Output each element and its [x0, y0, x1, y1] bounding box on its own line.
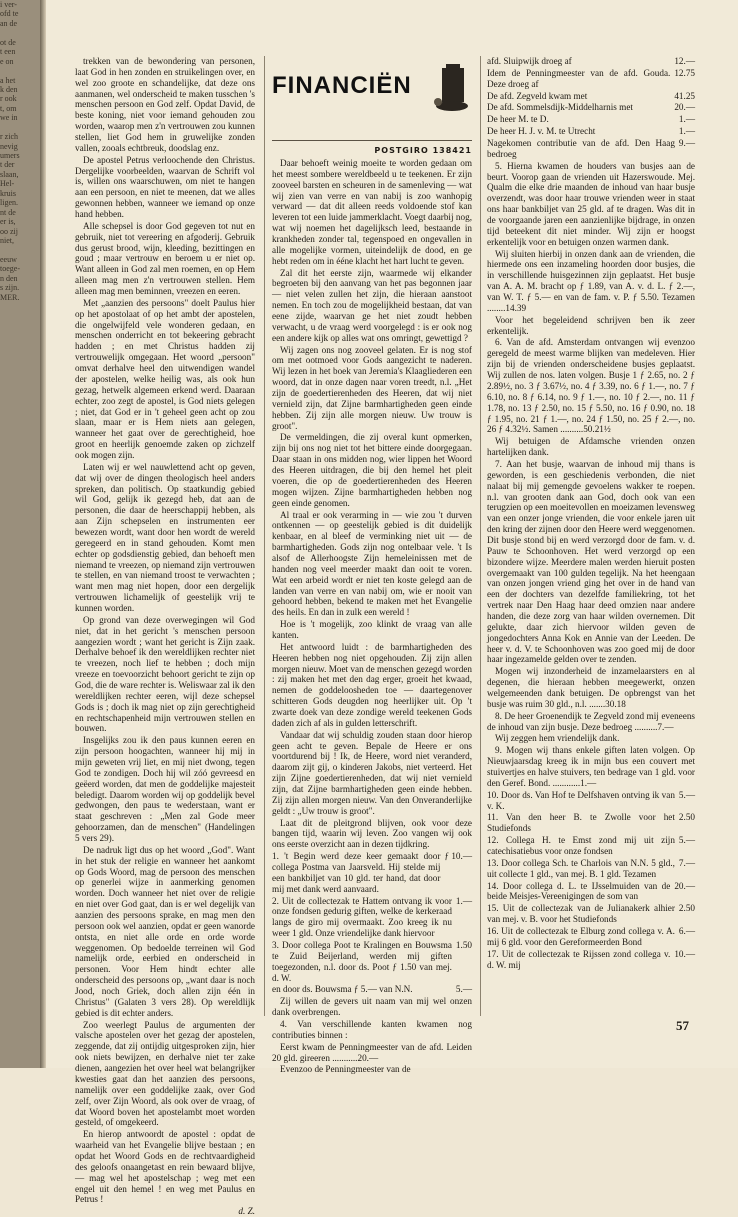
fragment-line: nt de	[0, 207, 16, 217]
article-paragraph: Wij betuigen de Afdamsche vrienden onzen hartelijken dank.	[487, 436, 695, 458]
ledger-entry-amount: 5.—	[455, 984, 472, 995]
ledger-entry-text: 11. Van den heer B. te Zwolle voor het Studiefonds	[487, 812, 675, 834]
article-paragraph: Hoe is 't mogelijk, zoo klinkt de vraag van alle kanten.	[272, 619, 472, 640]
article-paragraph: Al traal er ook verarming in — wie zou 't durven ontkennen — op geestelijk gebied is dit duidelijk kenbaar, en al bleef de verminking niet uit — de barmhartigheden. Gods zijn nog ontelbaar vele. 't Is alsof de Allerhoogste Zijn hemeleinissen met de handen nog veel meerder maakt dan ooit te voren. Wat een arbeid wordt er niet ten koste gelegd aan de landen van verre en van nabij om, wie er nooit van gehoord hebben, bekend te maken met het Evangelie des heils. En dan in zulk een wereld !	[272, 509, 472, 618]
ledger-entry-amount: 6.—	[678, 926, 695, 937]
ledger-entry	[487, 102, 695, 113]
postgiro-number: POSTGIRO 138421	[374, 146, 472, 155]
fragment-line	[0, 123, 46, 132]
ledger-entry-amount: 20.—	[674, 102, 695, 113]
fragment-line	[0, 245, 46, 254]
article-paragraph: Met „aanzien des persoons" doelt Paulus hier op het apostolaat of op het ambt der apostelen, die ongelwijfeld vele wonderen gedaan, en menschen onderricht en tot bekeering gebracht hadden ; en met Christus hadden zij vertrouwelijk omgegaan. Het woord „persoon" omvat derhalve heel den uitwendigen wandel der apostelen, welke heilig was, als ook hun gezag, hetwelk algemeen erkend werd. Daaraan echter, zoo zegt de apostel, is God niets gelegen ; niet, dat God er in 't geheel geen acht op zou slaan, maar er is Hem niets aan gelegen, wanneer het gaat over de gerechtigheid, hoe groot en heerlijk genoemde zaken op zichzelf ook mogen zijn.	[75, 297, 255, 460]
ledger-entry-amount: 2.50	[678, 903, 695, 914]
ledger-entry	[487, 138, 695, 160]
article-paragraph: Evenzoo de Penningmeester van de	[280, 1064, 411, 1075]
article-paragraph: Zal dit het eerste zijn, waarmede wij elkander begroeten bij den aanvang van het pas begonnen jaar — niet velen zullen het zijn, die hieraan aanstoot nemen. En toch zou de mogelijkheid bestaan, dat van eene zijde, waarvan ge het niet zoudt hebben verwacht, u de vraag werd voorgelegd : is er ook nog een andere kijk op alles wat ons omringt, gewettigd ?	[272, 267, 472, 343]
fragment-line: a het	[0, 75, 16, 85]
ledger-entry-amount: 1.—	[678, 114, 695, 125]
page-number: 57	[676, 1018, 689, 1033]
ledger-entry-amount: 5.—	[678, 789, 695, 800]
ledger-entry	[487, 91, 695, 102]
ledger-entry-text: De heer M. te D.	[487, 114, 549, 125]
ledger-entry	[487, 858, 695, 880]
ledger-entry-text: en door ds. Bouwsma ƒ 5.— van N.N.	[272, 984, 413, 995]
ledger-entry-amount: 9.—	[678, 138, 695, 149]
ledger-entry	[487, 56, 695, 67]
fragment-line	[0, 66, 46, 75]
article-column-2	[272, 158, 472, 1075]
ledger-entry-text: 12. Collega H. te Emst zond mij uit zijn catechisatiebus voor onze fondsen	[487, 835, 675, 857]
fragment-line: er is,	[0, 217, 16, 227]
fragment-line: slaan,	[0, 169, 19, 179]
fragment-line: s zijn.	[0, 283, 20, 293]
article-column-1	[75, 56, 255, 1217]
ledger-entry-amount: 1.—	[455, 895, 472, 906]
fragment-line: nevig	[0, 141, 18, 151]
ledger-entry	[272, 896, 472, 939]
fragment-line: e on	[0, 56, 14, 66]
article-paragraph: 9. Mogen wij thans enkele giften laten volgen. Op Nieuwjaarsdag kreeg ik in mijn bus een couvert met stuivertjes en halve stuivers, ten bedrage van 1 gld. voor den Geref. Bond. ............1.—	[487, 745, 695, 788]
fragment-line: toege-	[0, 264, 20, 274]
article-paragraph: De apostel Petrus verloochende den Christus. Dergelijke voorbeelden, waarvan de Schrift vol is, willen ons waarschuwen, om niet te hangen aan een persoon, en niet te meenen, dat we alles gewonnen hebben, wanneer we iemand op onze hand hebben.	[75, 154, 255, 220]
author-signature: d. Z.	[238, 1206, 255, 1217]
article-paragraph: Daar behoeft weinig moeite te worden gedaan om het meest sombere wereldbeeld u te teekenen. Er zijn zooveel barsten en scheuren in de samenleving — wat wij zien van verre en van nabij is zoo wanhopig verward — dat dit alleen reeds voldoende stof kan leveren tot een luide jammerklacht. Voegt daarbij nog, wat wij noemen het dagelijksch leed, bestaande in krankheden zonder tal, tegenspoed en ongevallen in alle mogelijke vormen, uiteindelijk de dood, en ge hebt reden om in ééne klacht het hart lucht te geven.	[272, 158, 472, 266]
fragment-line: oo zij	[0, 226, 18, 236]
fragment-line: we in	[0, 113, 18, 123]
article-column-3	[487, 56, 695, 1036]
ledger-entry	[487, 790, 695, 812]
article-paragraph: trekken van de bewondering van personen, laat God in hen zonden en struikelingen over, en wel zoo groote en schandelijke, dat deze ons aanmanen, wel onderscheid te maken tusschen 's menschen persoon en God zelf. Opdat David, de beste koning, niet voor iemand gehouden zou worden, waarop men z'n vertrouwen zou kunnen stellen, liet God hem in gruwelijke zonden vallen, zooals echtbreuk, doodslag enz.	[75, 56, 255, 153]
ledger-entry-amount: 12.75	[674, 67, 695, 78]
fragment-line: umers	[0, 151, 20, 160]
column-rule	[480, 56, 481, 1016]
ledger-entry	[487, 926, 695, 948]
ledger-entry-text: 17. Uit de collectezak te Rijssen zond collega v. d. W. mij	[487, 948, 671, 970]
section-title: FINANCIËN	[272, 72, 412, 99]
ledger-entry-amount: 41.25	[674, 90, 695, 101]
fragment-line: niet,	[0, 235, 14, 245]
article-paragraph: De vermeldingen, die zij overal kunt opmerken, zijn bij ons nog niet tot het bittere einde doorgegaan. Daar staan in ons midden nog, wier lippen het Woord des Heeren uitdragen, die bij den hemel het pleit voeren, die op de goedertierenheden des Heeren mogen wijzen. Zijne barmhartigheden hebben nog geen einde genomen.	[272, 432, 472, 508]
ledger-entry-amount: 20.—	[674, 880, 695, 891]
article-paragraph: Zoo weerlegt Paulus de argumenten der valsche apostelen over het gezag der apostelen, zeggende, dat zij ontijdig uitgesproken zijn, hier ook niets bewijzen, en derhalve niet ter zake dienen, aangezien het over heel wat belangrijker kwesties gaat dan het aanzien des persoons, namelijk over een goddelijke zaak, over God zelf, over Zijn Woord, als ook over de vraag, of dat Woord boven het apostelambt moet worden gesteld, of omgekeerd.	[75, 1019, 255, 1128]
fragment-line: eeuw	[0, 254, 17, 264]
article-paragraph: En hierop antwoordt de apostel : opdat de waarheid van het Evangelie blijve bestaan ; en opdat het Woord Gods en de rechtvaardigheid des geloofs onaangetast en rein bewaard blijve, — mag wel het apostelschap ; weg met een engel uit den hemel ! en weg met Paulus en Petrus !	[75, 1129, 255, 1205]
article-paragraph: Op grond van deze overwegingen wil God niet, dat in het gericht 's menschen persoon aangezien wordt ; want het gericht is Zijn zaak. Derhalve behoef ik den wereldlijken rechter niet te vreezen, noch lief te hebben ; doch mijn vreeze en toevoorzicht behoort gericht te zijn op God, die de ware rechter is. Weliswaar zal ik den wereldlijken rechter eeren, wijl deze schepsel Gods is ; doch ik mag niet op zijn gerechtigheid en rechtschapenheid mijn vertrouwen stellen en bouwen.	[75, 614, 255, 734]
ledger-entry-amount: 1.50	[455, 940, 472, 951]
article-paragraph: Het antwoord luidt : de barmhartigheden des Heeren hebben nog niet opgehouden. Zij zijn allen morgen nieuw. Moet van de menschen gezegd worden : zij maken het met den dag erger, groeit het kwaad, nemen de goddeloosheden toe — daartegenover schitteren Gods deugden nog heerlijker uit. Op 't zwarte doek van deze zondige wereld teekenen Gods daden zich af als in gulden letterschrift.	[272, 641, 472, 728]
fragment-line: t der	[0, 160, 15, 170]
article-paragraph: Wij zagen ons nog zooveel gelaten. Er is nog stof om met ootmoed voor Gods aangezicht te naderen. Wij lezen in het boek van Jeremia's Klaagliederen een woord, dat in onze dagen naar voren treedt, n.l. „Het zijn de goedertierenheden des Heeren, dat wij niet vernield zijn, dat Zijne barmhartigheden geen einde hebben. Zij zijn alle morgen nieuw. Uw trouw is groot".	[272, 344, 472, 431]
ledger-entry-text: 13. Door collega Sch. te Charlois van N.N. 5 gld., uit collecte 1 gld., van mej. B. 1 gld. Tezamen	[487, 857, 675, 879]
ledger-entry-amount: 1.—	[678, 126, 695, 137]
article-paragraph: 5. Hierna kwamen de houders van busjes aan de beurt. Voorop gaan de vrienden uit Hazerswoude. Mej. Qualm die elke drie maanden de inhoud van haar busje overzendt, was door haar trouwe vrienden weer in staat ons haar bankbiljet van 25 gld. af te dragen. Was dit in de voorgaande jaren een aanzienlijke bijdrage, in onzen tijd beteekent dit niet minder. Wij zijn er hoogst erkentelijk voor en betuigen onzen warmen dank.	[487, 160, 695, 247]
ledger-entry-text: De heer H. J. v. M. te Utrecht	[487, 126, 596, 137]
ledger-entry-text: De afd. Zegveld kwam met	[487, 90, 588, 101]
ledger-entry	[487, 812, 695, 834]
fragment-line: an de	[0, 18, 18, 28]
article-paragraph: 8. De heer Groenendijk te Zegveld zond mij eveneens de inhoud van zijn busje. Deze bedroeg ..........7.—	[487, 710, 695, 732]
ledger-entry	[487, 903, 695, 925]
fragment-line: k den	[0, 84, 18, 94]
ledger-entry-amount: 5.—	[678, 835, 695, 846]
previous-page-fragment	[0, 0, 46, 1068]
ledger-entry-amount: 7.—	[678, 857, 695, 868]
article-paragraph: Laten wij er wel nauwlettend acht op geven, dat wij over de dingen theologisch heel anders spreken, dan politisch. Op staatkundig gebied wil God, gelijk ik gezegd heb, dat aan de personen, die daar de heerschappij hebben, als aan Zijn schepselen en instrumenten eer bewezen wordt, want door hen wordt de wereld geregeerd en in stand gehouden. Komt men echter op godsdienstig gebied, dan behoeft men niemand te vreezen, op niemand zijn vertrouwen te stellen, en van niemand troost te verwachten ; want men mag niet hopen, door een dergelijk vertrouwen lichamelijk of geestelijk vrij te kunnen worden.	[75, 461, 255, 613]
ledger-entry	[272, 940, 472, 983]
ledger-entry-amount: 10.—	[674, 948, 695, 959]
ledger-entry-text: 3. Door collega Poot te Kralingen en Bouwsma te Zuid Beijerland, werden mij giften toegezonden, n.l. door ds. Poot ƒ 1.50 van mej. d. W.	[272, 940, 452, 983]
ledger-entry	[487, 949, 695, 971]
fragment-line: n den	[0, 273, 18, 283]
article-paragraph: Voor het begeleidend schrijven ben ik zeer erkentelijk.	[487, 314, 695, 336]
fragment-line: ot de	[0, 37, 16, 47]
ledger-entry-text: Nagekomen contributie van de afd. Den Haag bedroeg	[487, 138, 675, 159]
ledger-entry	[487, 881, 695, 903]
ledger-entry-text: De afd. Sommelsdijk-Middelharnis met	[487, 102, 633, 113]
fragment-line: ofd te	[0, 9, 19, 19]
ledger-entry-text: 10. Door ds. Van Hof te Delfshaven ontving ik van v. K.	[487, 789, 675, 811]
article-paragraph: Wij zeggen hem vriendelijk dank.	[495, 733, 620, 744]
ledger-entry-text: Idem de Penningmeester van de afd. Gouda. Deze droeg af	[487, 67, 671, 89]
article-paragraph: 6. Van de afd. Amsterdam ontvangen wij evenzoo geregeld de meest warme blijken van medeleven. Hier zijn bij de vrienden onderscheidene busjes geplaatst. Wij zullen de nos. laten volgen. Busje 1 ƒ 2.65, no. 2 ƒ 2.89½, no. 3 ƒ 3.67½, no. 4 ƒ 3.39, no. 6 ƒ 1.—, no. 7 ƒ 6.10, no. 8 ƒ 6.14, no. 9 ƒ 1.—, no. 10 ƒ 2.—, no. 11 ƒ 1.78, no. 13 ƒ 2.50, no. 15 ƒ 5.50, no. 16 ƒ 0.90, no. 18 ƒ 1.95, no. 21 ƒ 1.—, no. 24 ƒ 1.50, no. 25 ƒ 2.—, no. 26 ƒ 4.32½. Samen ..........50.21½	[487, 337, 695, 435]
article-paragraph: Alle schepsel is door God gegeven tot nut en gebruik, niet tot vereering en afgoderij. Gebruik dus gerust brood, wijn, kleeding, bezittingen en goud ; maar vertrouw en beroem u er niet op. Want alleen in God zal men roemen, en op Hem alleen mag men z'n vertrouwen stellen. Hem alleen mag men beminnen, vreezen en eeren.	[75, 220, 255, 297]
fragment-line: ligen.	[0, 198, 18, 208]
fragment-line	[0, 28, 46, 37]
ledger-entry	[272, 984, 472, 995]
fragment-line: i ver-	[0, 0, 17, 9]
ledger-entry-text: 16. Uit de collectezak te Elburg zond collega v. A. mij 6 gld. voor den Gereformeerden Bond	[487, 926, 675, 947]
coins-money-icon	[432, 62, 472, 114]
ledger-entry	[487, 68, 695, 90]
fragment-line: r ook	[0, 94, 17, 104]
fragment-line: MER.	[0, 292, 20, 302]
article-paragraph: Vandaar dat wij schuldig zouden staan door hierop geen acht te geven. Bepale de Heere er ons voortdurend bij ! Ik, de Heere, word niet veranderd, daarom zijt gij, o kinderen Jakobs, niet verteerd. Het zijn Zijne goedertierenheden, dat wij niet vernield zijn, dat Zijne barmhartigheden geen einde hebben. Zij zijn allen morgen nieuw. Van den Onveranderlijke geldt : „Uw trouw is groot".	[272, 729, 472, 816]
fragment-line: Hel-	[0, 179, 15, 189]
ledger-entry	[487, 126, 695, 137]
ledger-entry	[487, 114, 695, 125]
fragment-line: kruis	[0, 188, 16, 198]
financien-header	[272, 62, 472, 155]
fragment-line: t, om	[0, 103, 17, 113]
ledger-entry	[487, 835, 695, 857]
article-paragraph: Laat dit de pleitgrond blijven, ook voor deze bangen tijd, waarin wij leven. Zoo vangen wij ook ons eerste overzicht aan in dezen tijdkring.	[272, 817, 472, 850]
article-paragraph: De nadruk ligt dus op het woord „God". Want in het stuk der religie en wanneer het aankomt op Gods Woord, mag de persoon des menschen op generlei wijze in aanmerking genomen worden. Doch wanneer het niet over de religie en niet over God gaat, dan is er wel degelijk van aanzien des persoons sprake, en mag men den persoon ook wel aanzien, opdat er geen wanorde ontsta, en niet alle orde en orde worde weggenomen. Op bedoelde terreinen wil God namelijk orde, eerbied en onderscheid in personen. Voor Hem hindt echter alle onderscheid des persoons op, „want daar is noch Jood, noch Griek, doch allen zijn één in Christus" (Galaten 3 vers 28). Op wereldlijk gebied is dit echter anders.	[75, 844, 255, 1018]
article-paragraph: Eerst kwam de Penningmeester van de afd. Leiden 20 gld. gireeren ...........20.—	[272, 1041, 472, 1063]
article-paragraph: Zij willen de gevers uit naam van mij wel onzen dank overbrengen.	[272, 996, 472, 1018]
article-paragraph: 7. Aan het busje, waarvan de inhoud mij thans is geworden, is een geschiedenis verbonden, die niet nalaat bij mij gemengde gevoelens wakker te roepen. n.l. van grooten dank aan God, doch ook van een terugzien op een moeitevollen en moeizamen levensweg van een onzer jonge vrienden, die voor enkele jaren uit den kring der zijnen door den Heere werd weggenomen. Dit busje stond bij en werd verzorgd door de fam. v. d. Pauw te Schoonhoven. Het werd verzorgd op een bizondere wijze. Meerdere malen werden hieruit posten overgemaakt van 100 gulden tegelijk. Na het heengaan van onzen jongen vriend ging het over in de hand van een der dochters van dezelfde familiekring, tot het vertrek naar Den Haag haar deed omzien naar andere handen, die deze zorg van haar wilden overnemen. Dit gelukte, daar zich hiervoor wilden geven de jongedochters Anna Kok en Annie van der Leeden. De heer v. d. V. te Schoonhoven was zoo goed mij de door haar ingezamelde gelden over te zenden.	[487, 458, 695, 665]
article-paragraph: Wij sluiten hierbij in onzen dank aan de vrienden, die hiermede ons een inzameling hoorden door busjes, die in verschillende huisgezinnen zijn geplaatst. Het busje van A. A. M. bracht op ƒ 1.89, van A. v. d. L. ƒ 2.—, van W. T. ƒ 5.— en van de fam. v. P. ƒ 5.50. Tezamen ........14.39	[487, 248, 695, 313]
article-paragraph: Mogen wij inzonderheid de inzamelaarsters en al degenen, die hieraan hebben meegewerkt, onzen welgemeenden dank betuigen. De opbrengst van het busje was ruim 30 gld., n.l. .......30.18	[487, 666, 695, 709]
ledger-entry	[272, 851, 472, 894]
ledger-entry-text: 14. Door collega d. L. te IJsselmuiden van de beide Meisjes-Vereenigingen de som van	[487, 880, 671, 902]
fragment-line: r zich	[0, 132, 18, 142]
ledger-entry-text: 15. Uit de collectezak van de Julianakerk alhier van mej. v. B. voor het Studiefonds	[487, 903, 675, 925]
fragment-line: t een	[0, 47, 16, 57]
ledger-entry-amount: ƒ 10.—	[444, 851, 472, 862]
ledger-entry-amount: 12.—	[674, 56, 695, 66]
article-paragraph: 4. Van verschillende kanten kwamen nog contributies binnen :	[272, 1019, 472, 1040]
ledger-entry-text: 2. Uit de collectezak te Hattem ontvang ik voor onze fondsen gedurig giften, welke de kerkeraad langs de giro mij overmaakt. Zoo kreeg ik nu weer 1 gld. Onze vriendelijke dank hiervoor	[272, 895, 452, 939]
article-paragraph: Insgelijks zou ik den paus kunnen eeren en zijn persoon hoogachten, wanneer hij mij in mijn geweten vrij liet, en mij niet dwong, tegen God te zondigen. Doch hij wil zóó gevreesd en geëerd worden, dat men de goddelijke majesteit beledigt. Daarom worden wij op goddelijk bevel gedwongen, den paus te wederstaan, want er staat geschreven : „Men zal Gode meer gehoorzamen, dan de menschen" (Handelingen 5 vers 29).	[75, 735, 255, 844]
ledger-entry-text: afd. Sluipwijk droeg af	[487, 56, 572, 66]
ledger-entry-text: 1. 't Begin werd deze keer gemaakt door collega Postma van Jaarsveld. Hij stelde mij een bankbiljet van 10 gld. ter hand, dat door mij met dank werd aanvaard.	[272, 851, 441, 894]
column-rule	[264, 56, 265, 1016]
ledger-entry-amount: 2.50	[678, 812, 695, 823]
